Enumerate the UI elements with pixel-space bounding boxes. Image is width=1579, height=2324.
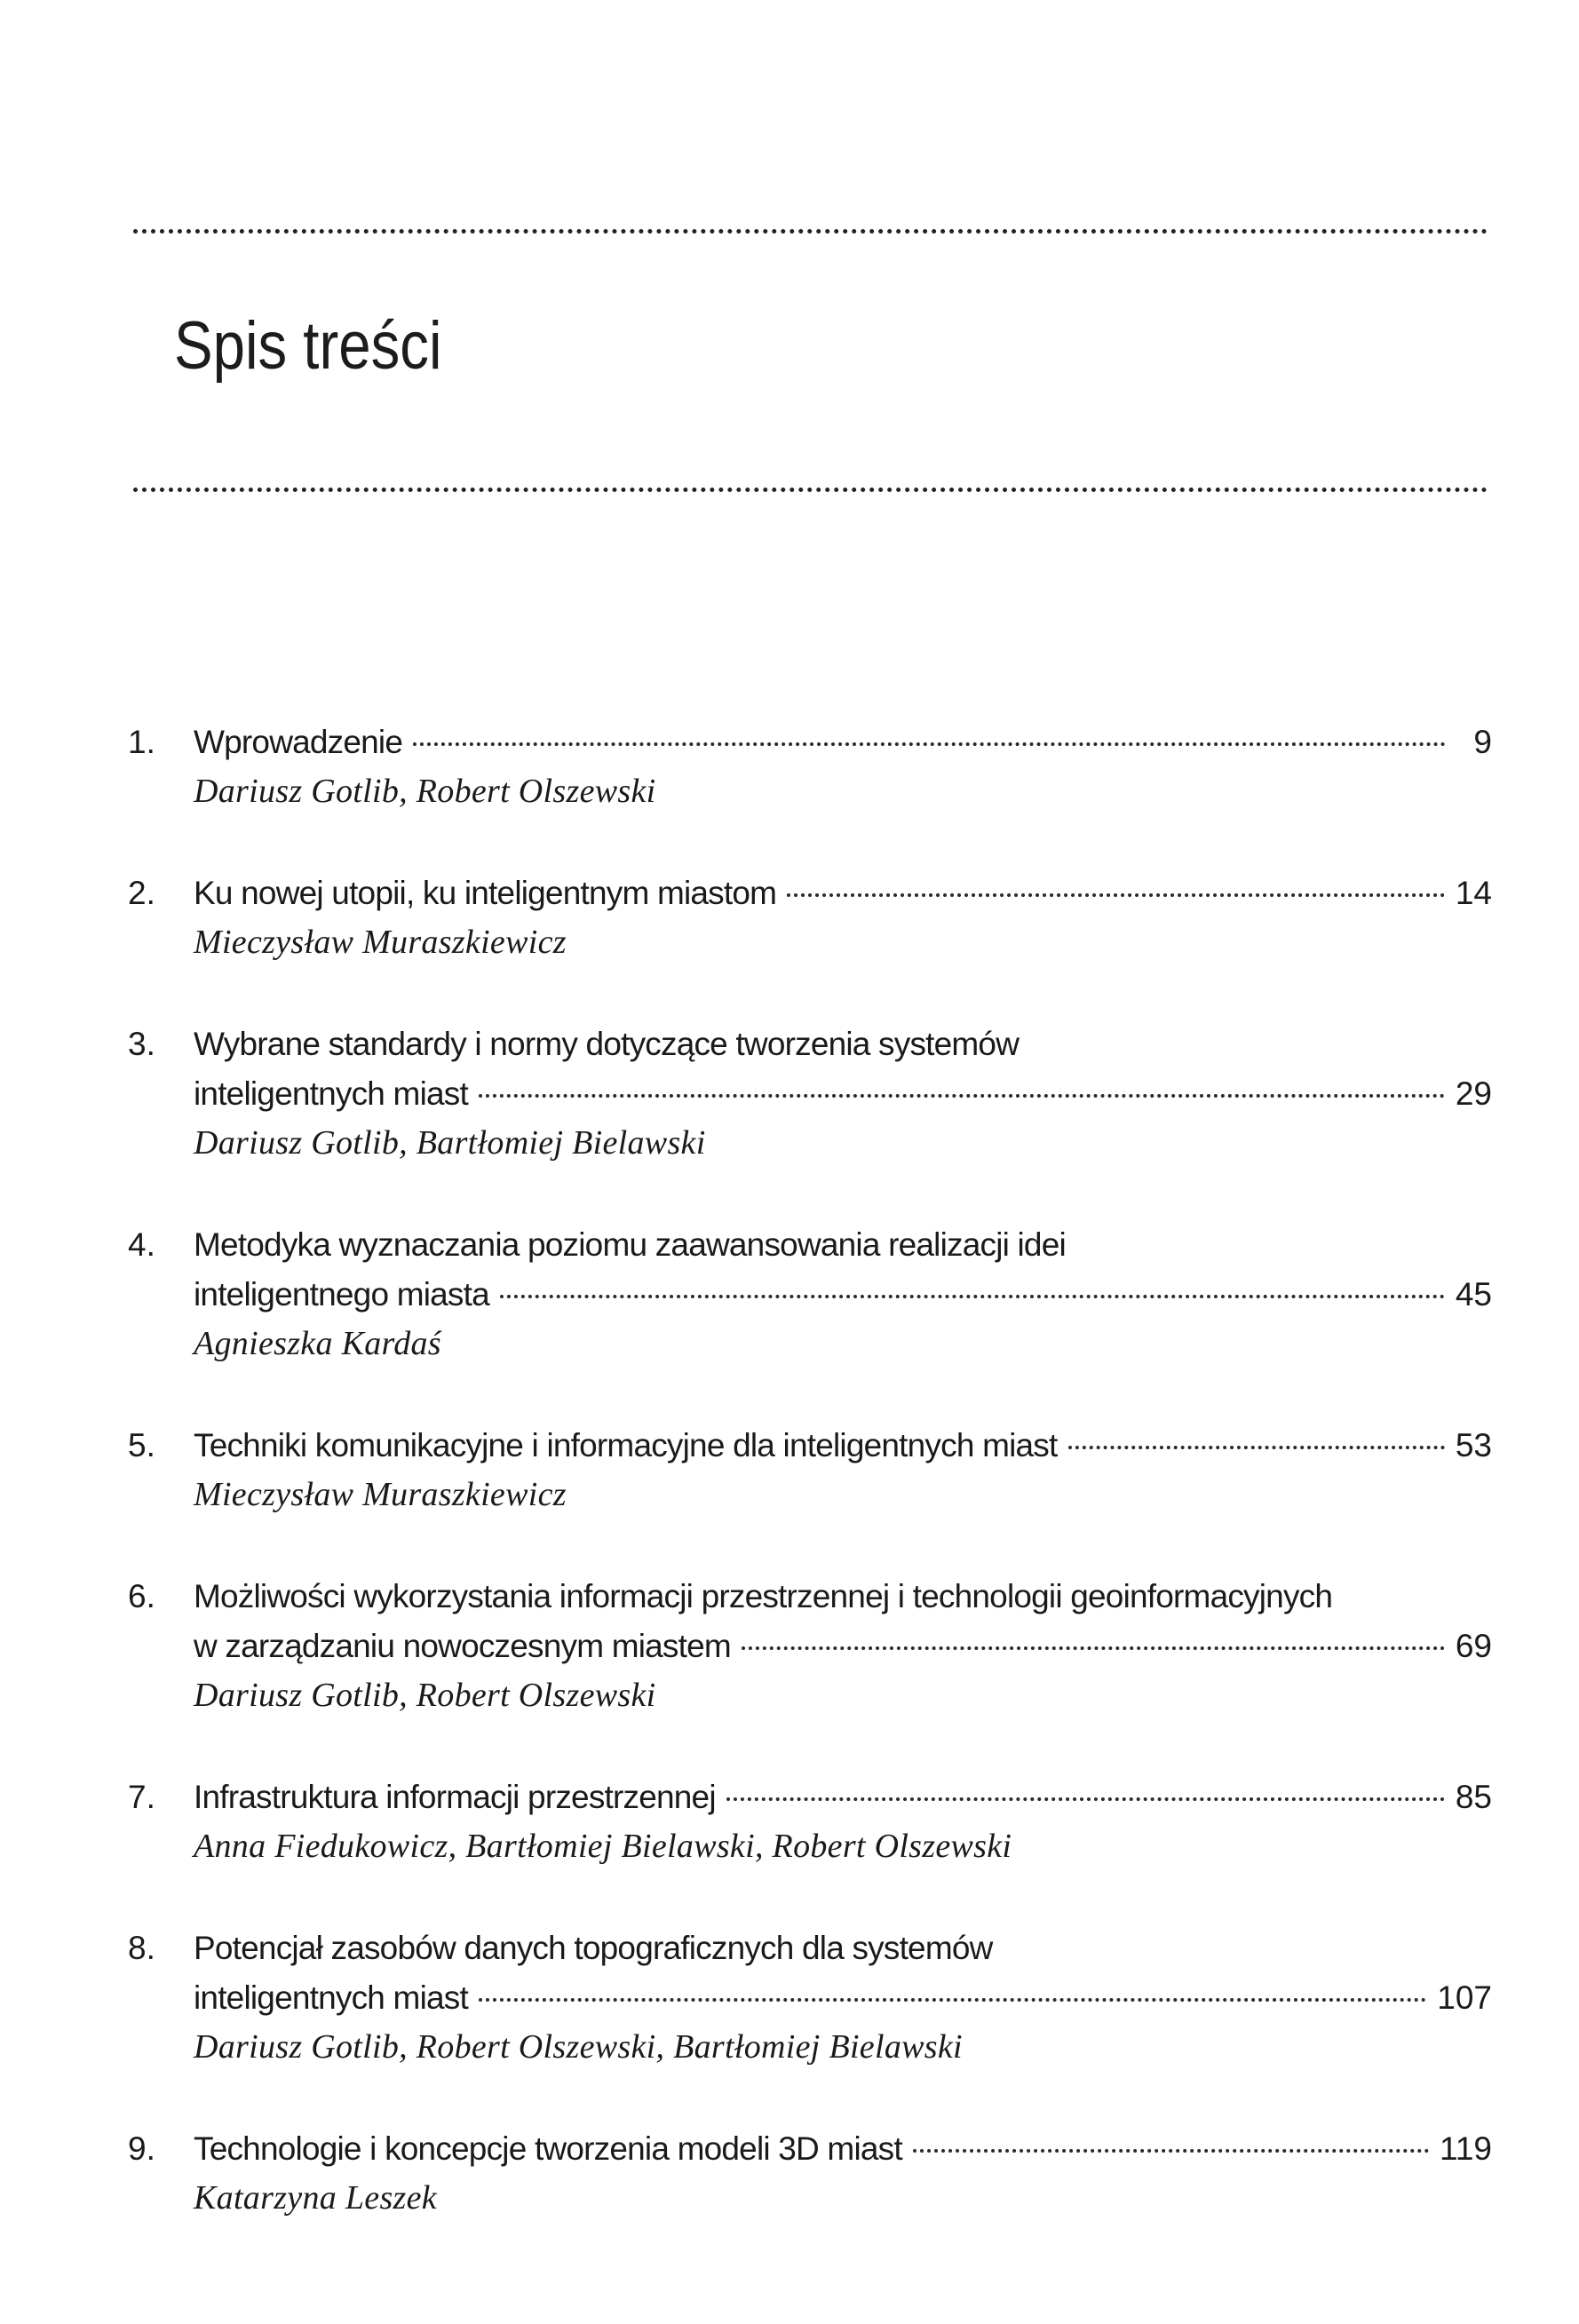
toc-entry [124, 1019, 1492, 1167]
toc-entry-authors: Katarzyna Leszek [194, 2179, 437, 2217]
toc-entry-number: 2. [128, 875, 155, 911]
toc-entry-body [194, 1220, 1492, 1368]
toc-entry-number: 1. [128, 724, 155, 760]
toc-entry [124, 1220, 1492, 1368]
toc-entry-body [194, 1572, 1492, 1719]
toc-entry-body [194, 1773, 1492, 1870]
toc-entry-leader-line [194, 1421, 1492, 1471]
toc-entry-authors: Mieczysław Muraszkiewicz [194, 1476, 567, 1513]
toc-entry-number: 5. [128, 1427, 155, 1463]
toc-entry [124, 869, 1492, 966]
toc-entry-page-number: 107 [1437, 1979, 1492, 2016]
toc-entry-number: 3. [128, 1026, 155, 1062]
toc-entry-body [194, 718, 1492, 815]
toc-entry-authors: Mieczysław Muraszkiewicz [194, 924, 567, 961]
toc-entry-page-number: 85 [1455, 1779, 1492, 1815]
toc-entry-page-number: 45 [1455, 1276, 1492, 1313]
dot-leader [913, 2149, 1429, 2153]
toc-entry-title: inteligentnych miast [194, 1979, 468, 2016]
toc-entry-number: 8. [128, 1930, 155, 1966]
toc-entry-title: Infrastruktura informacji przestrzennej [194, 1779, 716, 1815]
toc-entry-leader-line [194, 1622, 1492, 1671]
toc-entry [124, 1421, 1492, 1519]
toc-entry-title: w zarządzaniu nowoczesnym miastem [194, 1628, 731, 1664]
toc-entry [124, 1773, 1492, 1870]
toc-entry-page-number: 29 [1455, 1075, 1492, 1112]
toc-entry-leader-line [194, 718, 1492, 767]
dot-leader [742, 1646, 1445, 1650]
toc-entry-page-number: 69 [1455, 1628, 1492, 1664]
toc-entry-authors: Dariusz Gotlib, Robert Olszewski [194, 1677, 656, 1714]
toc-entry-body [194, 869, 1492, 966]
toc-entry-leader-line [194, 1270, 1492, 1320]
dot-leader [413, 742, 1446, 746]
toc-entry-authors: Agnieszka Kardaś [194, 1325, 441, 1362]
toc-entry [124, 2124, 1492, 2222]
toc-entry-title-line: Potencjał zasobów danych topograficznych dla systemów [194, 1930, 993, 1966]
toc-entry-page-number: 119 [1440, 2130, 1492, 2167]
table-of-contents [124, 718, 1492, 2275]
toc-entry-body [194, 2124, 1492, 2222]
toc-entry-title: inteligentnych miast [194, 1075, 468, 1112]
dot-leader [500, 1295, 1445, 1298]
toc-entry-leader-line [194, 2124, 1492, 2174]
toc-entry-title: Technologie i koncepcje tworzenia modeli 3D miast [194, 2130, 902, 2167]
toc-entry-page-number: 53 [1455, 1427, 1492, 1463]
toc-entry-number: 6. [128, 1578, 155, 1614]
toc-entry-title-line: Metodyka wyznaczania poziomu zaawansowania realizacji idei [194, 1226, 1066, 1263]
toc-entry-page-number: 14 [1455, 875, 1492, 911]
toc-entry-title-line: Wybrane standardy i normy dotyczące tworzenia systemów [194, 1026, 1020, 1062]
toc-entry-number: 4. [128, 1226, 155, 1263]
toc-entry-authors: Dariusz Gotlib, Robert Olszewski [194, 773, 656, 810]
toc-entry [124, 1923, 1492, 2071]
toc-entry-body [194, 1019, 1492, 1167]
toc-entry-leader-line [194, 1973, 1492, 2023]
toc-entry-leader-line [194, 1773, 1492, 1822]
dot-leader [787, 893, 1445, 897]
toc-entry-number: 7. [128, 1779, 155, 1815]
toc-entry-title-line: Możliwości wykorzystania informacji przestrzennej i technologii geoinformacyjnych [194, 1578, 1333, 1614]
toc-entry-body [194, 1421, 1492, 1519]
toc-entry-title: inteligentnego miasta [194, 1276, 489, 1313]
toc-entry-body [194, 1923, 1492, 2071]
toc-entry-leader-line [194, 1069, 1492, 1119]
bottom-dotted-rule [133, 488, 1488, 492]
dot-leader [479, 1998, 1426, 2002]
toc-entry-title: Ku nowej utopii, ku inteligentnym miastom [194, 875, 777, 911]
toc-entry-leader-line [194, 869, 1492, 918]
toc-entry [124, 1572, 1492, 1719]
page-title: Spis treści [174, 308, 442, 384]
dot-leader [479, 1094, 1445, 1098]
toc-entry-title: Techniki komunikacyjne i informacyjne dla inteligentnych miast [194, 1427, 1058, 1463]
toc-entry-authors: Dariusz Gotlib, Robert Olszewski, Bartłomiej Bielawski [194, 2028, 963, 2066]
toc-entry-page-number: 9 [1473, 724, 1492, 760]
top-dotted-rule [133, 229, 1488, 234]
toc-entry-number: 9. [128, 2130, 155, 2167]
dot-leader [1068, 1446, 1445, 1449]
toc-entry [124, 718, 1492, 815]
toc-entry-title: Wprowadzenie [194, 724, 403, 760]
toc-entry-authors: Anna Fiedukowicz, Bartłomiej Bielawski, Robert Olszewski [194, 1828, 1012, 1865]
dot-leader [726, 1797, 1445, 1801]
toc-entry-authors: Dariusz Gotlib, Bartłomiej Bielawski [194, 1124, 706, 1162]
